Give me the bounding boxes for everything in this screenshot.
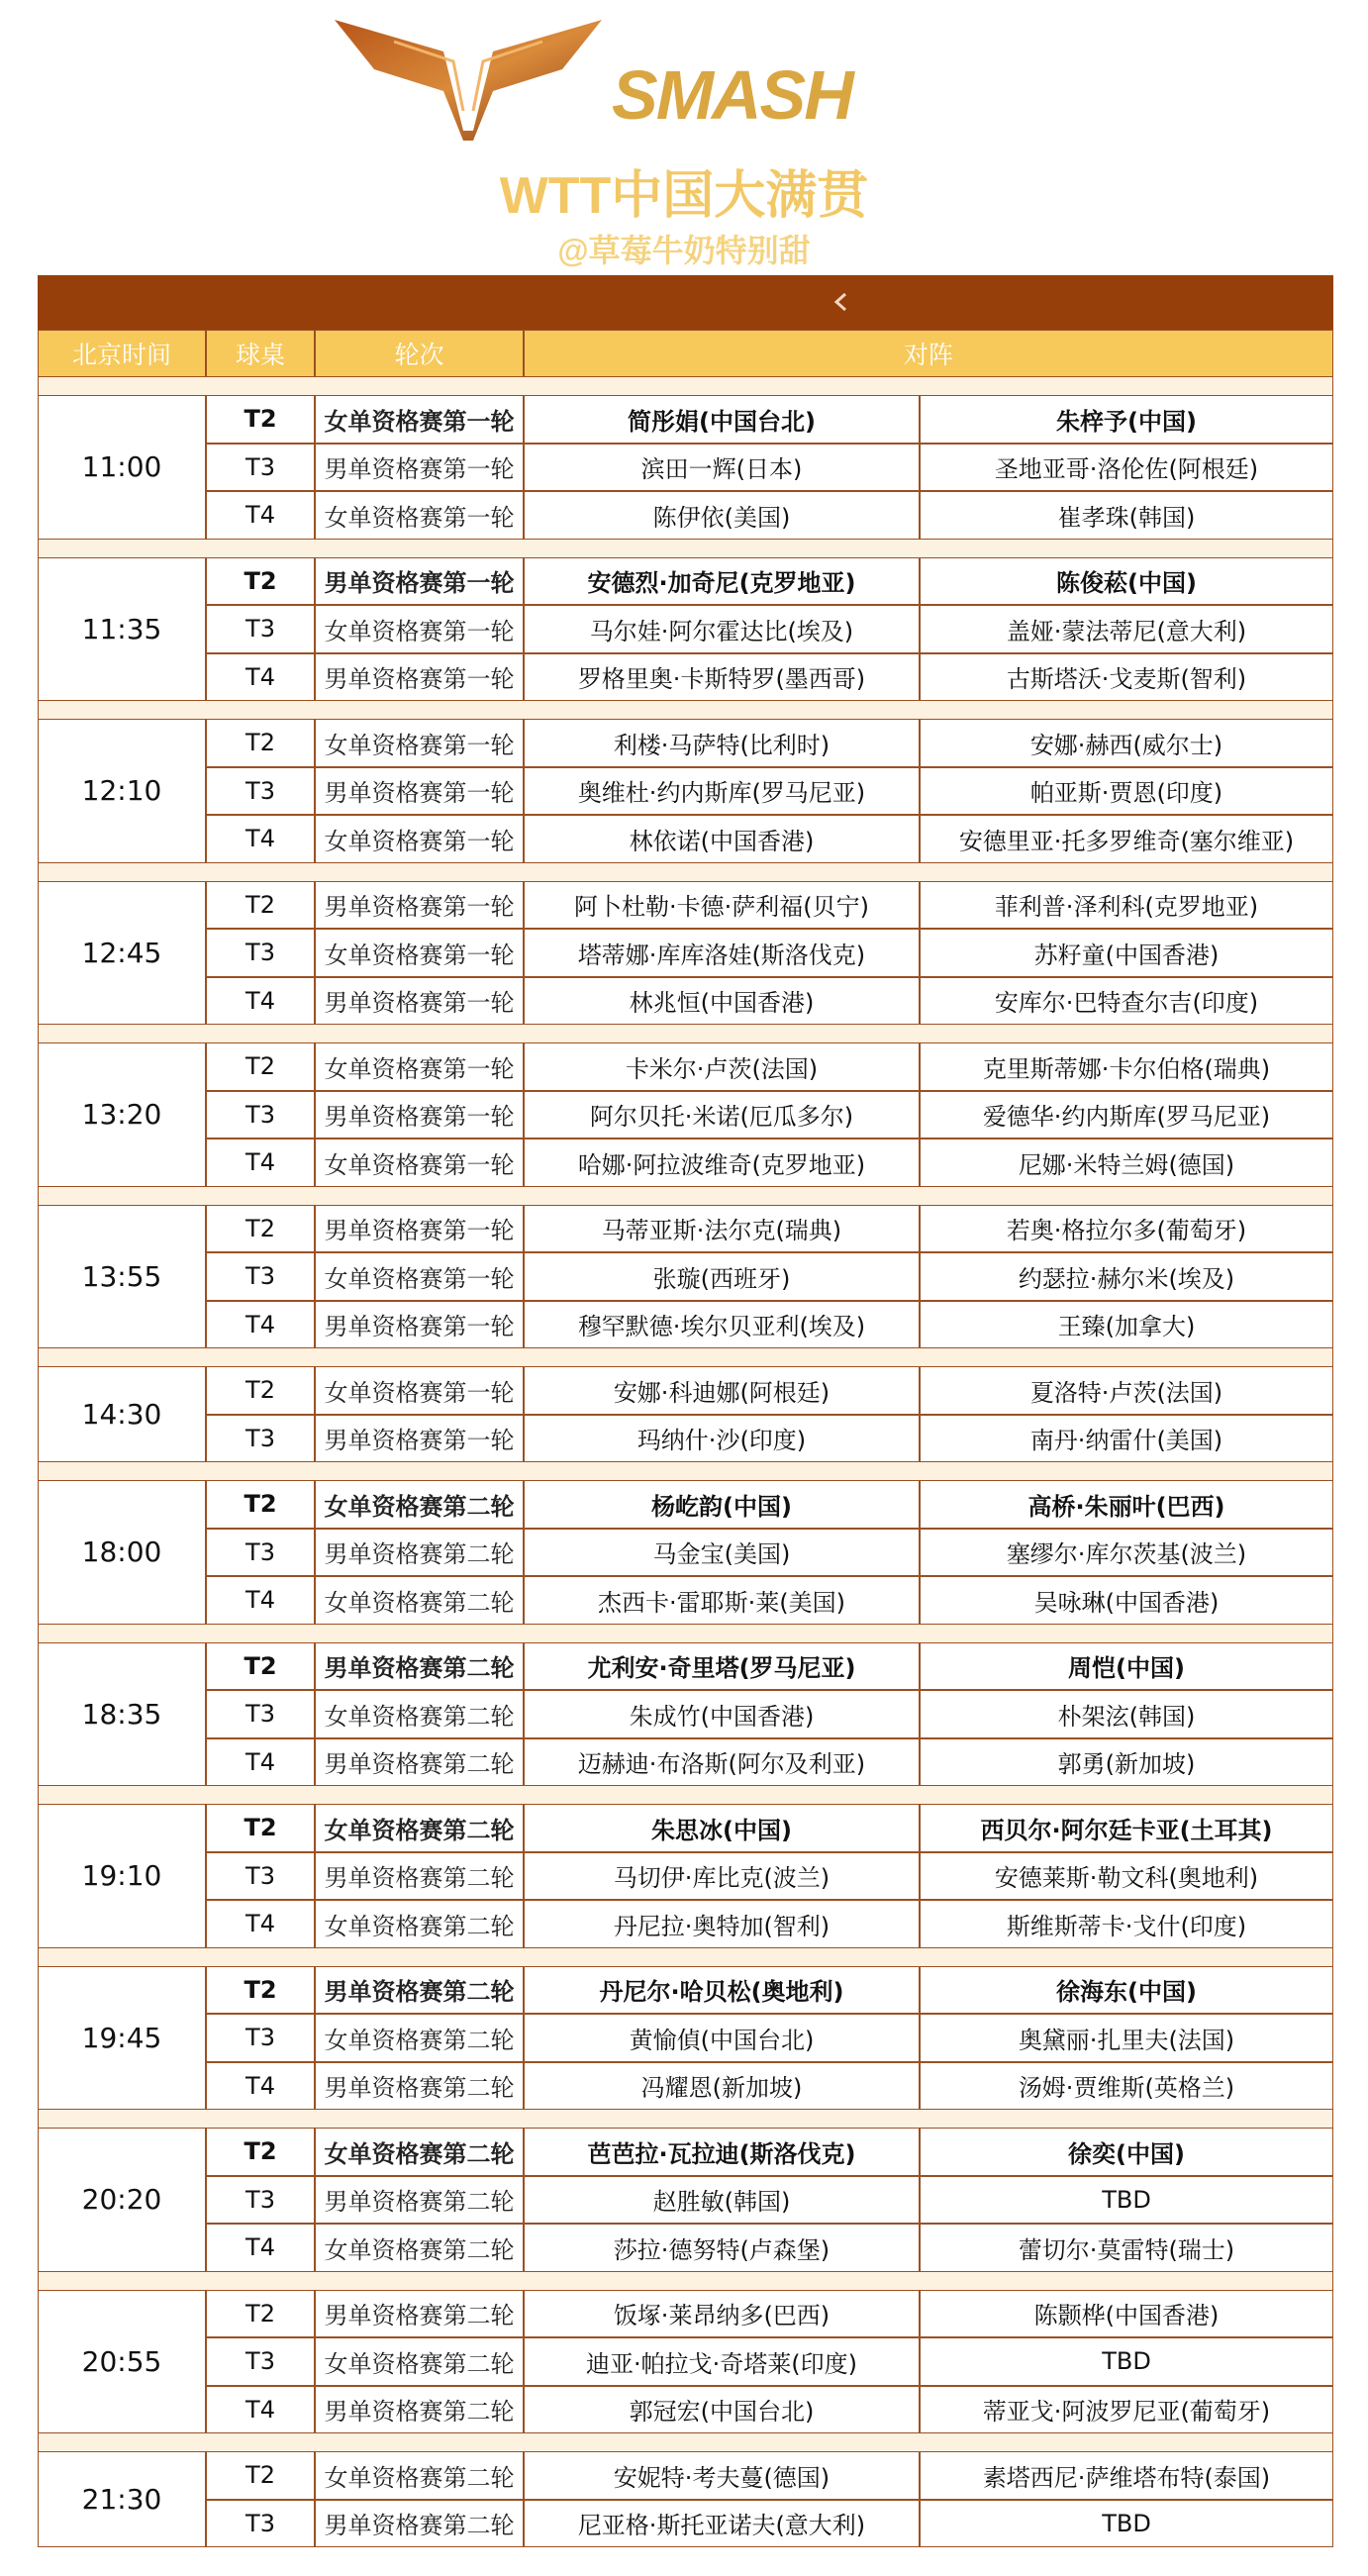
player-one: 阿尔贝托·米诺(厄瓜多尔)	[524, 1091, 920, 1139]
time-slot	[38, 1804, 1333, 1948]
player-two: 盖娅·蒙法蒂尼(意大利)	[920, 605, 1333, 653]
time-slot	[38, 881, 1333, 1026]
round-name: 女单资格赛第二轮	[315, 2451, 524, 2500]
table-row	[206, 1966, 1333, 2015]
table-number: T2	[206, 719, 315, 767]
table-row	[206, 1900, 1333, 1948]
player-two: TBD	[920, 2176, 1333, 2225]
player-two: 古斯塔沃·戈麦斯(智利)	[920, 653, 1333, 702]
round-name: 男单资格赛第一轮	[315, 444, 524, 492]
table-row	[206, 929, 1333, 977]
player-one: 哈娜·阿拉波维奇(克罗地亚)	[524, 1139, 920, 1187]
table-number: T4	[206, 977, 315, 1026]
round-name: 男单资格赛第一轮	[315, 1415, 524, 1463]
player-two: 爱德华·约内斯库(罗马尼亚)	[920, 1091, 1333, 1139]
player-two: 徐海东(中国)	[920, 1966, 1333, 2015]
table-number: T2	[206, 1366, 315, 1415]
slot-spacer	[38, 1948, 1333, 1966]
slot-spacer	[38, 701, 1333, 719]
table-number: T4	[206, 1139, 315, 1187]
player-one: 马切伊·库比克(波兰)	[524, 1852, 920, 1901]
table-row	[206, 1529, 1333, 1577]
round-name: 男单资格赛第二轮	[315, 1642, 524, 1691]
slot-time: 20:20	[38, 2128, 206, 2272]
player-two: 朱梓予(中国)	[920, 395, 1333, 444]
table-number: T2	[206, 1205, 315, 1253]
player-two: 郭勇(新加坡)	[920, 1738, 1333, 1787]
player-two: 安娜·赫西(威尔士)	[920, 719, 1333, 767]
player-one: 陈伊依(美国)	[524, 491, 920, 540]
player-one: 郭冠宏(中国台北)	[524, 2386, 920, 2434]
player-one: 杨屹韵(中国)	[524, 1480, 920, 1529]
table-number: T2	[206, 1966, 315, 2015]
table-row	[206, 605, 1333, 653]
round-name: 女单资格赛第一轮	[315, 1366, 524, 1415]
slot-rows	[206, 1042, 1333, 1187]
player-two: 素塔西尼·萨维塔布特(泰国)	[920, 2451, 1333, 2500]
round-name: 男单资格赛第一轮	[315, 767, 524, 816]
round-name: 男单资格赛第二轮	[315, 2290, 524, 2338]
player-one: 赵胜敏(韩国)	[524, 2176, 920, 2225]
player-one: 丹尼拉·奥特加(智利)	[524, 1900, 920, 1948]
time-slot	[38, 1480, 1333, 1625]
schedule-table	[38, 330, 1333, 2547]
player-two: 王臻(加拿大)	[920, 1301, 1333, 1349]
round-name: 女单资格赛第一轮	[315, 491, 524, 540]
player-two: 朴架泫(韩国)	[920, 1690, 1333, 1738]
table-row	[206, 1690, 1333, 1738]
col-header-match: 对阵	[524, 330, 1333, 377]
slot-spacer	[38, 1625, 1333, 1642]
table-row	[206, 1738, 1333, 1787]
player-two: 若奥·格拉尔多(葡萄牙)	[920, 1205, 1333, 1253]
table-row	[206, 1252, 1333, 1301]
player-one: 安德烈·加奇尼(克罗地亚)	[524, 557, 920, 606]
player-two: 安库尔·巴特查尔吉(印度)	[920, 977, 1333, 1026]
table-row	[206, 444, 1333, 492]
round-name: 男单资格赛第一轮	[315, 977, 524, 1026]
round-name: 女单资格赛第二轮	[315, 1804, 524, 1852]
slot-spacer	[38, 1348, 1333, 1366]
time-slot	[38, 719, 1333, 863]
slot-spacer	[38, 377, 1333, 395]
title-banner	[38, 275, 1333, 330]
table-row	[206, 2290, 1333, 2338]
slot-rows	[206, 1804, 1333, 1948]
table-number: T3	[206, 1415, 315, 1463]
table-row	[206, 719, 1333, 767]
player-two: 蕾切尔·莫雷特(瑞士)	[920, 2224, 1333, 2272]
slot-time: 19:45	[38, 1966, 206, 2111]
table-number: T2	[206, 395, 315, 444]
slot-spacer	[38, 2433, 1333, 2451]
table-number: T3	[206, 2176, 315, 2225]
page-title: WTT中国大满贯	[499, 167, 869, 225]
table-number: T3	[206, 1252, 315, 1301]
round-name: 男单资格赛第二轮	[315, 2176, 524, 2225]
table-row	[206, 2451, 1333, 2500]
table-number: T3	[206, 605, 315, 653]
player-two: 崔孝珠(韩国)	[920, 491, 1333, 540]
player-two: 陈俊菘(中国)	[920, 557, 1333, 606]
table-number: T4	[206, 491, 315, 540]
player-one: 马金宝(美国)	[524, 1529, 920, 1577]
table-row	[206, 395, 1333, 444]
player-one: 穆罕默德·埃尔贝亚利(埃及)	[524, 1301, 920, 1349]
player-one: 林依诺(中国香港)	[524, 815, 920, 863]
header	[0, 0, 1368, 275]
table-row	[206, 1852, 1333, 1901]
round-name: 男单资格赛第一轮	[315, 653, 524, 702]
player-one: 林兆恒(中国香港)	[524, 977, 920, 1026]
slot-rows	[206, 1366, 1333, 1462]
player-one: 杰西卡·雷耶斯·莱(美国)	[524, 1576, 920, 1625]
slot-rows	[206, 1205, 1333, 1349]
round-name: 女单资格赛第二轮	[315, 2014, 524, 2062]
table-row	[206, 557, 1333, 606]
table-header	[38, 330, 1333, 377]
player-two: 吴咏琳(中国香港)	[920, 1576, 1333, 1625]
table-number: T4	[206, 2062, 315, 2111]
player-two: TBD	[920, 2500, 1333, 2548]
slot-rows	[206, 1480, 1333, 1625]
slot-rows	[206, 1642, 1333, 1787]
time-slot	[38, 1042, 1333, 1187]
table-row	[206, 2014, 1333, 2062]
time-slot	[38, 1205, 1333, 1349]
player-one: 莎拉·德努特(卢森堡)	[524, 2224, 920, 2272]
player-two: 约瑟拉·赫尔米(埃及)	[920, 1252, 1333, 1301]
table-number: T4	[206, 653, 315, 702]
slot-rows	[206, 881, 1333, 1026]
player-one: 朱思冰(中国)	[524, 1804, 920, 1852]
player-one: 罗格里奥·卡斯特罗(墨西哥)	[524, 653, 920, 702]
round-name: 男单资格赛第二轮	[315, 2062, 524, 2111]
slot-rows	[206, 557, 1333, 702]
player-two: 西贝尔·阿尔廷卡亚(土耳其)	[920, 1804, 1333, 1852]
round-name: 男单资格赛第二轮	[315, 1529, 524, 1577]
player-two: TBD	[920, 2337, 1333, 2386]
player-one: 尤利安·奇里塔(罗马尼亚)	[524, 1642, 920, 1691]
player-two: 塞缪尔·库尔茨基(波兰)	[920, 1529, 1333, 1577]
table-row	[206, 1042, 1333, 1091]
time-slot	[38, 2451, 1333, 2547]
player-one: 马尔娃·阿尔霍达比(埃及)	[524, 605, 920, 653]
round-name: 男单资格赛第二轮	[315, 2386, 524, 2434]
player-two: 蒂亚戈·阿波罗尼亚(葡萄牙)	[920, 2386, 1333, 2434]
brand-smash: SMASH	[612, 56, 852, 134]
player-two: 高桥·朱丽叶(巴西)	[920, 1480, 1333, 1529]
player-one: 尼亚格·斯托亚诺夫(意大利)	[524, 2500, 920, 2548]
slot-spacer	[38, 2272, 1333, 2290]
slot-time: 19:10	[38, 1804, 206, 1948]
slot-spacer	[38, 540, 1333, 557]
player-one: 滨田一辉(日本)	[524, 444, 920, 492]
player-two: 夏洛特·卢茨(法国)	[920, 1366, 1333, 1415]
table-row	[206, 2128, 1333, 2176]
table-row	[206, 2500, 1333, 2548]
player-one: 利楼·马萨特(比利时)	[524, 719, 920, 767]
player-one: 奥维杜·约内斯库(罗马尼亚)	[524, 767, 920, 816]
slot-spacer	[38, 2110, 1333, 2128]
slot-time: 21:30	[38, 2451, 206, 2547]
player-one: 饭塚·莱昂纳多(巴西)	[524, 2290, 920, 2338]
slot-time: 14:30	[38, 1366, 206, 1462]
round-name: 男单资格赛第一轮	[315, 557, 524, 606]
table-number: T3	[206, 1852, 315, 1901]
round-name: 女单资格赛第二轮	[315, 2128, 524, 2176]
player-one: 丹尼尔·哈贝松(奥地利)	[524, 1966, 920, 2015]
table-number: T3	[206, 767, 315, 816]
wtt-logo-icon	[325, 12, 612, 141]
player-two: 尼娜·米特兰姆(德国)	[920, 1139, 1333, 1187]
table-row	[206, 881, 1333, 930]
player-one: 黄愉偵(中国台北)	[524, 2014, 920, 2062]
table-number: T2	[206, 2128, 315, 2176]
table-number: T2	[206, 881, 315, 930]
time-slot	[38, 1642, 1333, 1787]
player-two: 安德里亚·托多罗维奇(塞尔维亚)	[920, 815, 1333, 863]
col-header-table: 球桌	[206, 330, 315, 377]
player-one: 卡米尔·卢茨(法国)	[524, 1042, 920, 1091]
table-number: T2	[206, 557, 315, 606]
table-row	[206, 1642, 1333, 1691]
slot-time: 20:55	[38, 2290, 206, 2434]
table-row	[206, 2224, 1333, 2272]
round-name: 女单资格赛第一轮	[315, 1042, 524, 1091]
player-two: 克里斯蒂娜·卡尔伯格(瑞典)	[920, 1042, 1333, 1091]
time-slot	[38, 1366, 1333, 1462]
table-row	[206, 2386, 1333, 2434]
player-one: 迈赫迪·布洛斯(阿尔及利亚)	[524, 1738, 920, 1787]
table-row	[206, 1366, 1333, 1415]
player-two: 斯维斯蒂卡·戈什(印度)	[920, 1900, 1333, 1948]
slot-rows	[206, 719, 1333, 863]
slot-time: 12:45	[38, 881, 206, 1026]
table-number: T2	[206, 2290, 315, 2338]
time-slot	[38, 395, 1333, 540]
slot-spacer	[38, 1187, 1333, 1205]
table-number: T2	[206, 1480, 315, 1529]
table-number: T3	[206, 2014, 315, 2062]
slot-time: 11:00	[38, 395, 206, 540]
player-one: 简彤娟(中国台北)	[524, 395, 920, 444]
col-header-round: 轮次	[315, 330, 524, 377]
round-name: 女单资格赛第一轮	[315, 395, 524, 444]
player-two: 菲利普·泽利科(克罗地亚)	[920, 881, 1333, 930]
slot-rows	[206, 2128, 1333, 2272]
player-one: 马蒂亚斯·法尔克(瑞典)	[524, 1205, 920, 1253]
round-name: 女单资格赛第一轮	[315, 605, 524, 653]
table-row	[206, 1301, 1333, 1349]
table-row	[206, 491, 1333, 540]
round-name: 女单资格赛第二轮	[315, 1690, 524, 1738]
table-row	[206, 1804, 1333, 1852]
table-row	[206, 2176, 1333, 2225]
chevron-left-icon	[831, 291, 851, 313]
table-row	[206, 1415, 1333, 1463]
round-name: 女单资格赛第一轮	[315, 929, 524, 977]
round-name: 男单资格赛第二轮	[315, 1966, 524, 2015]
table-row	[206, 2062, 1333, 2111]
table-number: T2	[206, 2451, 315, 2500]
table-row	[206, 977, 1333, 1026]
table-row	[206, 815, 1333, 863]
player-two: 南丹·纳雷什(美国)	[920, 1415, 1333, 1463]
round-name: 男单资格赛第一轮	[315, 881, 524, 930]
player-two: 帕亚斯·贾恩(印度)	[920, 767, 1333, 816]
time-slot	[38, 1966, 1333, 2111]
round-name: 男单资格赛第一轮	[315, 1091, 524, 1139]
table-number: T4	[206, 815, 315, 863]
player-one: 玛纳什·沙(印度)	[524, 1415, 920, 1463]
round-name: 女单资格赛第一轮	[315, 1252, 524, 1301]
table-row	[206, 1091, 1333, 1139]
round-name: 男单资格赛第二轮	[315, 1852, 524, 1901]
slot-spacer	[38, 1462, 1333, 1480]
round-name: 男单资格赛第二轮	[315, 1738, 524, 1787]
table-number: T3	[206, 444, 315, 492]
round-name: 女单资格赛第二轮	[315, 1480, 524, 1529]
time-slot	[38, 2128, 1333, 2272]
table-row	[206, 1205, 1333, 1253]
player-one: 安妮特·考夫蔓(德国)	[524, 2451, 920, 2500]
table-number: T2	[206, 1642, 315, 1691]
table-number: T3	[206, 929, 315, 977]
time-slot	[38, 557, 1333, 702]
table-number: T2	[206, 1042, 315, 1091]
player-two: 周恺(中国)	[920, 1642, 1333, 1691]
col-header-time: 北京时间	[38, 330, 206, 377]
table-number: T3	[206, 1529, 315, 1577]
round-name: 女单资格赛第二轮	[315, 1900, 524, 1948]
table-row	[206, 1576, 1333, 1625]
table-row	[206, 767, 1333, 816]
round-name: 男单资格赛第二轮	[315, 2500, 524, 2548]
table-number: T3	[206, 1091, 315, 1139]
slot-rows	[206, 395, 1333, 540]
round-name: 男单资格赛第一轮	[315, 1205, 524, 1253]
slot-rows	[206, 2290, 1333, 2434]
slot-time: 13:55	[38, 1205, 206, 1349]
slot-time: 13:20	[38, 1042, 206, 1187]
player-one: 阿卜杜勒·卡德·萨利福(贝宁)	[524, 881, 920, 930]
slot-time: 18:00	[38, 1480, 206, 1625]
table-row	[206, 1139, 1333, 1187]
player-two: 安德莱斯·勒文科(奥地利)	[920, 1852, 1333, 1901]
table-number: T4	[206, 1576, 315, 1625]
slot-time: 18:35	[38, 1642, 206, 1787]
table-number: T3	[206, 2337, 315, 2386]
player-one: 迪亚·帕拉戈·奇塔莱(印度)	[524, 2337, 920, 2386]
table-number: T4	[206, 1738, 315, 1787]
table-number: T4	[206, 2386, 315, 2434]
slot-time: 11:35	[38, 557, 206, 702]
table-row	[206, 2337, 1333, 2386]
slot-time: 12:10	[38, 719, 206, 863]
round-name: 女单资格赛第一轮	[315, 1139, 524, 1187]
time-slot	[38, 2290, 1333, 2434]
table-number: T2	[206, 1804, 315, 1852]
table-number: T4	[206, 1301, 315, 1349]
player-one: 安娜·科迪娜(阿根廷)	[524, 1366, 920, 1415]
player-one: 张璇(西班牙)	[524, 1252, 920, 1301]
table-row	[206, 653, 1333, 702]
player-two: 汤姆·贾维斯(英格兰)	[920, 2062, 1333, 2111]
slot-rows	[206, 1966, 1333, 2111]
player-two: 奥黛丽·扎里夫(法国)	[920, 2014, 1333, 2062]
player-two: 徐奕(中国)	[920, 2128, 1333, 2176]
player-one: 冯耀恩(新加坡)	[524, 2062, 920, 2111]
table-number: T4	[206, 1900, 315, 1948]
player-one: 芭芭拉·瓦拉迪(斯洛伐克)	[524, 2128, 920, 2176]
player-one: 塔蒂娜·库库洛娃(斯洛伐克)	[524, 929, 920, 977]
round-name: 女单资格赛第一轮	[315, 815, 524, 863]
table-number: T3	[206, 1690, 315, 1738]
slot-spacer	[38, 1786, 1333, 1804]
table-number: T4	[206, 2224, 315, 2272]
slot-spacer	[38, 1025, 1333, 1042]
round-name: 女单资格赛第二轮	[315, 2224, 524, 2272]
player-two: 陈颢桦(中国香港)	[920, 2290, 1333, 2338]
author-handle: @草莓牛奶特别甜	[557, 233, 811, 268]
round-name: 女单资格赛第二轮	[315, 1576, 524, 1625]
round-name: 男单资格赛第一轮	[315, 1301, 524, 1349]
round-name: 女单资格赛第一轮	[315, 719, 524, 767]
slot-spacer	[38, 863, 1333, 881]
table-number: T3	[206, 2500, 315, 2548]
player-one: 朱成竹(中国香港)	[524, 1690, 920, 1738]
slot-rows	[206, 2451, 1333, 2547]
schedule-body	[38, 377, 1333, 2547]
round-name: 女单资格赛第二轮	[315, 2337, 524, 2386]
table-row	[206, 1480, 1333, 1529]
player-two: 苏籽童(中国香港)	[920, 929, 1333, 977]
player-two: 圣地亚哥·洛伦佐(阿根廷)	[920, 444, 1333, 492]
